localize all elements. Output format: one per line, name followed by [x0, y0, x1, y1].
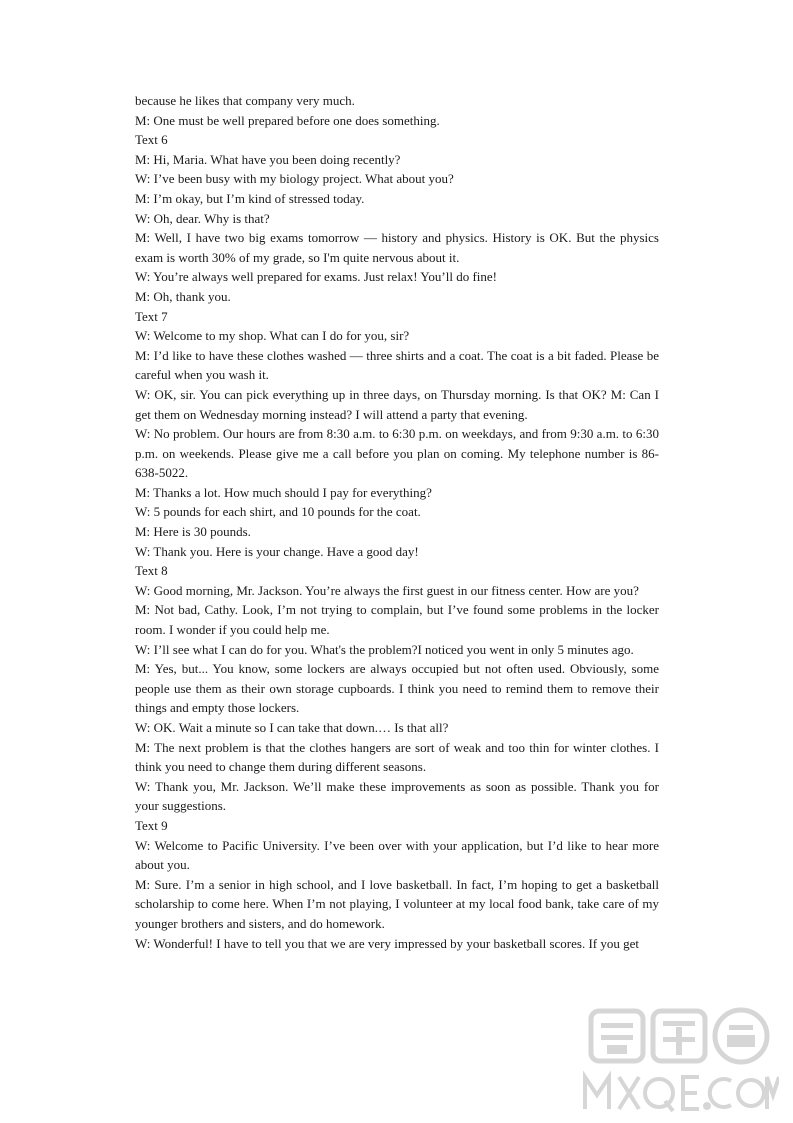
section-heading: Text 8 [135, 563, 168, 579]
transcript-line: W: Thank you, Mr. Jackson. We’ll make these improvements as soon as possible. Thank you for your suggestions. [135, 778, 659, 814]
transcript-line: M: Sure. I’m a senior in high school, and I love basketball. In fact, I’m hoping to get a basketball scholarship to come here. When I’m not playing, I volunteer at my local food bank, take care of my younger brothers and sisters, and do homework. [135, 876, 659, 931]
transcript-line: W: You’re always well prepared for exams. Just relax! You’ll do fine! [135, 269, 497, 285]
transcript-line: W: Thank you. Here is your change. Have a good day! [135, 543, 419, 559]
transcript-line: W: OK, sir. You can pick everything up in three days, on Thursday morning. Is that OK? M: Can I get them on Wednesday morning instead? I will attend a party that evening. [135, 386, 659, 422]
transcript-line: W: I’ll see what I can do for you. What's the problem?I noticed you went in only 5 minutes ago. [135, 641, 634, 657]
transcript-line: M: I’m okay, but I’m kind of stressed today. [135, 190, 365, 206]
transcript-line: M: The next problem is that the clothes hangers are sort of weak and too thin for winter clothes. I think you need to change them during different seasons. [135, 739, 659, 775]
transcript-line: W: I’ve been busy with my biology project. What about you? [135, 171, 454, 187]
transcript-line: W: Wonderful! I have to tell you that we are very impressed by your basketball scores. If you get [135, 935, 639, 951]
section-heading: Text 9 [135, 817, 168, 833]
transcript-line: W: Welcome to Pacific University. I’ve been over with your application, but I’d like to hear more about you. [135, 837, 659, 873]
transcript-line: M: Hi, Maria. What have you been doing recently? [135, 151, 401, 167]
transcript-line: W: 5 pounds for each shirt, and 10 pounds for the coat. [135, 504, 421, 520]
transcript-line: M: Thanks a lot. How much should I pay for everything? [135, 484, 432, 500]
transcript-line: W: Welcome to my shop. What can I do for you, sir? [135, 328, 410, 344]
transcript-line: M: Yes, but... You know, some lockers are always occupied but not often used. Obviously, some people use them as their own storage cupboards. I think you need to remind them to remove their things and empty those lockers. [135, 661, 659, 716]
site-watermark [579, 1005, 779, 1117]
transcript-line: because he likes that company very much. [135, 93, 355, 108]
transcript-line: M: Not bad, Cathy. Look, I’m not trying to complain, but I’ve found some problems in the locker room. I wonder if you could help me. [135, 602, 659, 638]
transcript-line: W: Good morning, Mr. Jackson. You’re always the first guest in our fitness center. How are you? [135, 582, 639, 598]
transcript-line: M: Here is 30 pounds. [135, 524, 251, 540]
section-heading: Text 6 [135, 132, 168, 148]
transcript-line: M: Oh, thank you. [135, 288, 231, 304]
transcript-body [135, 91, 659, 953]
section-heading: Text 7 [135, 308, 168, 324]
transcript-line: W: Oh, dear. Why is that? [135, 210, 270, 226]
transcript-line: M: One must be well prepared before one does something. [135, 112, 440, 128]
transcript-line: M: I’d like to have these clothes washed — three shirts and a coat. The coat is a bit faded. Please be careful when you wash it. [135, 347, 659, 383]
transcript-line: M: Well, I have two big exams tomorrow — history and physics. History is OK. But the physics exam is worth 30% of my grade, so I'm quite nervous about it. [135, 230, 659, 265]
transcript-line: W: OK. Wait a minute so I can take that down.… Is that all? [135, 720, 449, 735]
watermark-logo-icon [579, 1005, 779, 1117]
transcript-line: W: No problem. Our hours are from 8:30 a.m. to 6:30 p.m. on weekdays, and from 9:30 a.m. to 6:30 p.m. on weekends. Please give me a call before you plan on coming. My telephone number is 86-638-5022. [135, 426, 659, 481]
